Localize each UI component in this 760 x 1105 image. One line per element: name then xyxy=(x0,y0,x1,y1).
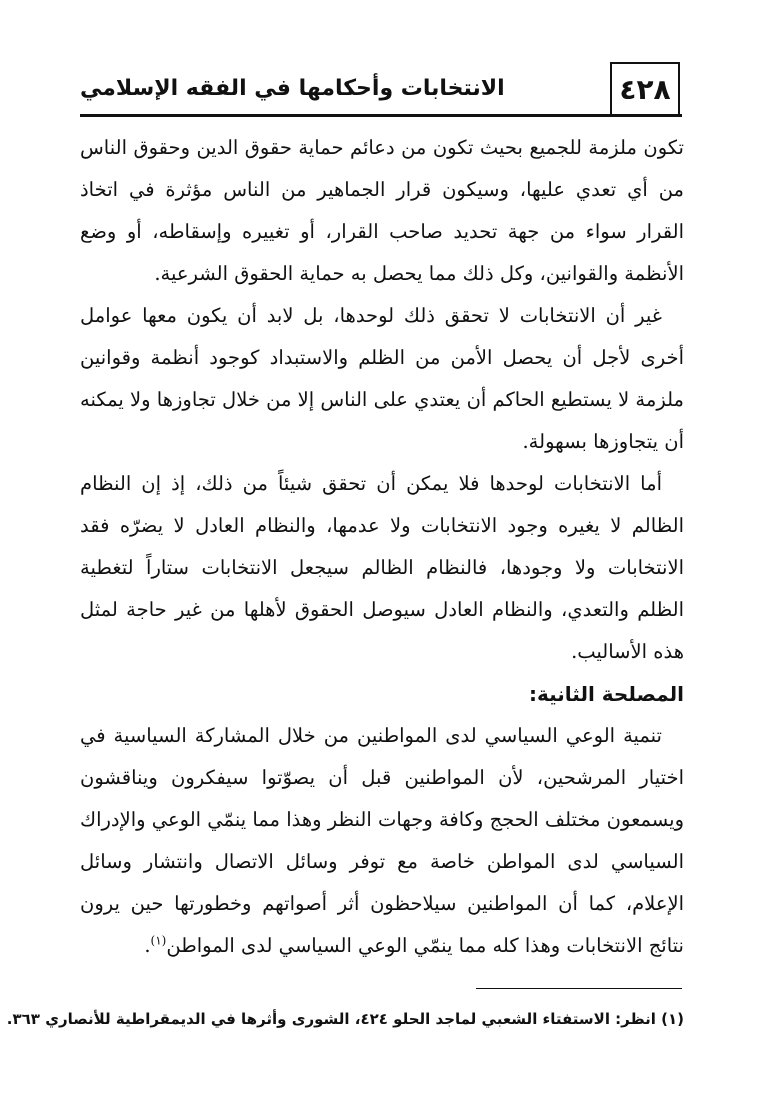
footnote-1: (١) انظر: الاستفتاء الشعبي لماجد الحلو ٤٢٤، الشورى وأثرها في الديمقراطية للأنصاري ٣٦٣. xyxy=(6,1010,684,1028)
paragraph-1: تكون ملزمة للجميع بحيث تكون من دعائم حماية حقوق الدين وحقوق الناس من أي تعدي عليها، وسيكون قرار الجماهير من الناس مؤثرة في اتخاذ القرار سواء من جهة تحديد صاحب القرار، أو تغييره وإسقاطه، أو وضع الأنظمة والقوانين، وكل ذلك مما يحصل به حماية الحقوق الشرعية. xyxy=(80,136,684,285)
paragraph-4-end: . xyxy=(144,934,151,957)
footnote-separator xyxy=(476,988,682,989)
header-rule xyxy=(80,114,682,117)
paragraph-4-text: تنمية الوعي السياسي لدى المواطنين من خلال المشاركة السياسية في اختيار المرشحين، لأن المواطنين قبل أن يصوّتوا سيفكرون ويناقشون ويسمعون مختلف الحجج وكافة وجهات النظر وهذا مما ينمّي الوعي والإدراك السياسي لدى المواطن خاصة مع توفر وسائل الاتصال وانتشار وسائل الإعلام، كما أن المواطنين سيلاحظون أثر أصواتهم وخطورتها حين يرون نتائج الانتخابات وهذا كله مما ينمّي الوعي السياسي لدى المواطن xyxy=(80,724,684,957)
running-title: الانتخابات وأحكامها في الفقه الإسلامي xyxy=(80,75,505,101)
paragraph-3: أما الانتخابات لوحدها فلا يمكن أن تحقق شيئاً من ذلك، إذ إن النظام الظالم لا يغيره وجود الانتخابات ولا عدمها، والنظام العادل لا يضرّه فقد الانتخابات ولا وجودها، فالنظام الظالم سيجعل الانتخابات ستاراً لتغطية الظلم والتعدي، والنظام العادل سيوصل الحقوق لأهلها من غير حاجة لمثل هذه الأساليب. xyxy=(80,472,684,663)
footnote-reference: (١) xyxy=(150,933,167,948)
paragraph-2: غير أن الانتخابات لا تحقق ذلك لوحدها، بل لابد أن يكون معها عوامل أخرى لأجل أن يحصل الأمن من الظلم والاستبداد كوجود أنظمة وقوانين ملزمة لا يستطيع الحاكم أن يعتدي على الناس إلا من خلال تجاوزها ولا يمكنه أن يتجاوزها بسهولة. xyxy=(80,304,684,453)
paragraph-4 xyxy=(80,715,684,967)
page-number: ٤٢٨ xyxy=(610,62,680,116)
section-heading: المصلحة الثانية: xyxy=(529,682,684,706)
body-text xyxy=(80,127,684,967)
